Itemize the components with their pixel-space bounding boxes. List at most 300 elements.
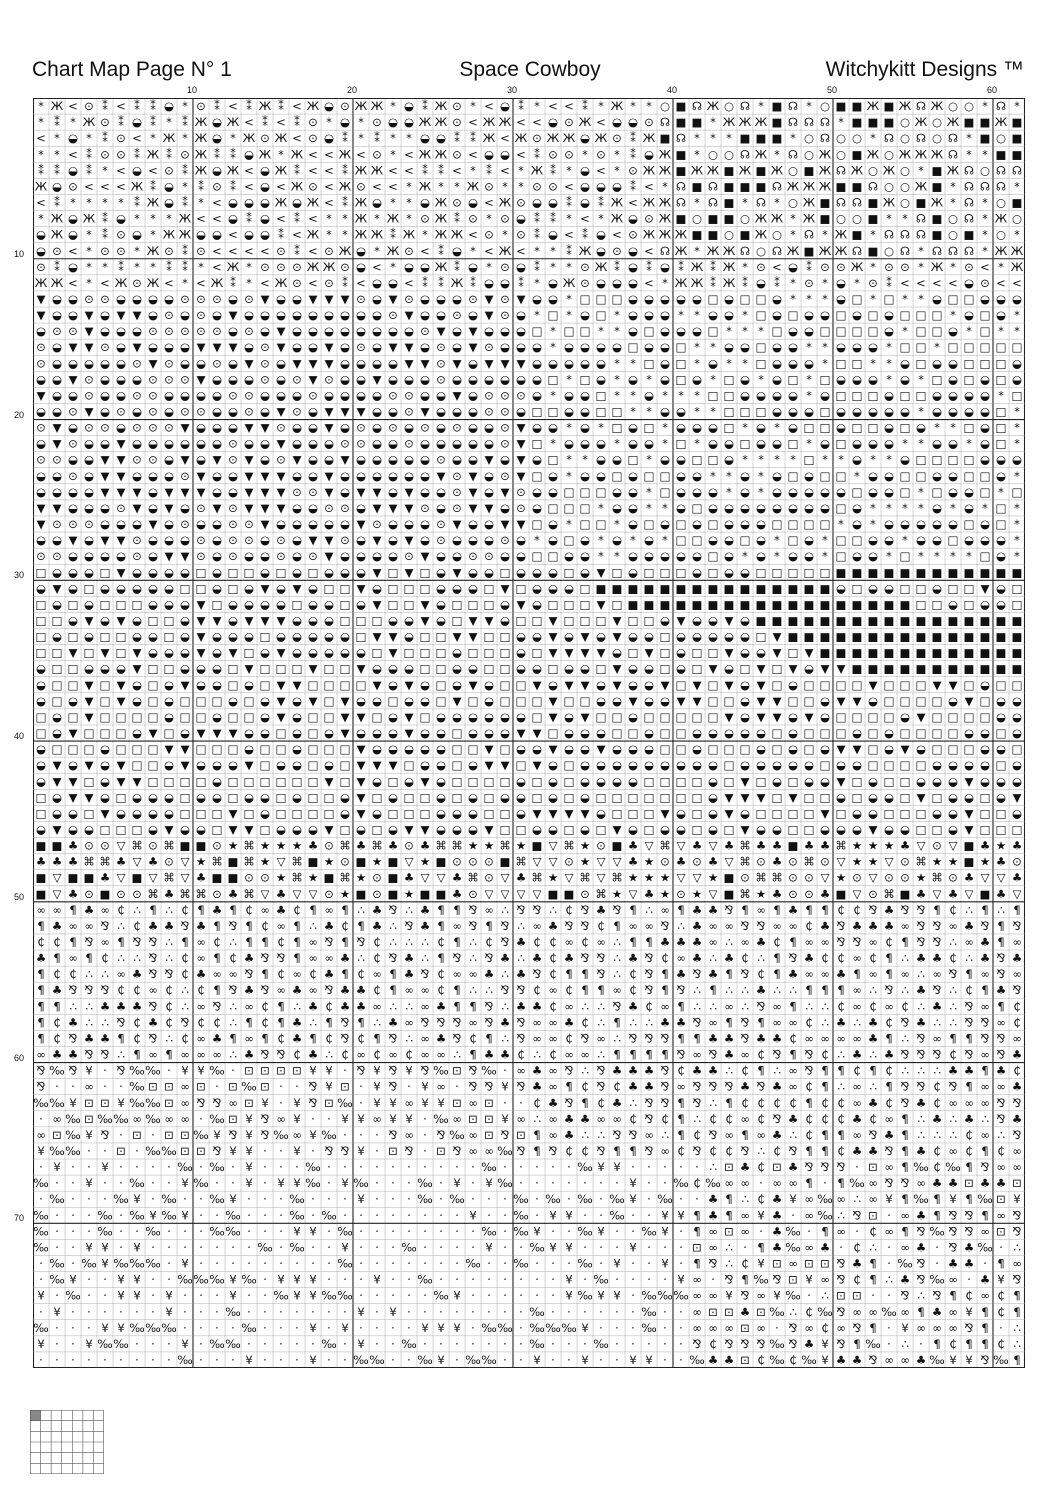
chart-symbol: ◒ bbox=[435, 308, 447, 323]
chart-symbol: Ж bbox=[706, 243, 720, 258]
chart-symbol: ◒ bbox=[755, 436, 767, 451]
chart-symbol: ◒ bbox=[403, 742, 415, 757]
chart-symbol: ◒ bbox=[691, 291, 703, 306]
chart-symbol: ▼ bbox=[660, 677, 670, 692]
chart-symbol: < bbox=[292, 99, 302, 114]
chart-symbol: ⁑ bbox=[246, 211, 252, 226]
chart-symbol: □ bbox=[307, 709, 319, 724]
chart-symbol: < bbox=[564, 99, 574, 114]
chart-symbol: ∞ bbox=[724, 1320, 734, 1335]
chart-symbol: ◒ bbox=[211, 677, 223, 692]
chart-symbol: ⅋ bbox=[84, 983, 94, 998]
chart-symbol: ♣ bbox=[787, 902, 799, 917]
chart-symbol: ∴ bbox=[229, 1015, 237, 1030]
chart-symbol: ◒ bbox=[595, 677, 607, 692]
chart-symbol: * bbox=[646, 452, 652, 467]
chart-symbol: ¶ bbox=[485, 1031, 493, 1046]
chart-symbol: ∴ bbox=[901, 951, 909, 966]
chart-symbol: Ж bbox=[818, 147, 832, 162]
chart-symbol: ◒ bbox=[115, 549, 127, 564]
chart-symbol: ◒ bbox=[595, 243, 607, 258]
chart-symbol: ⅋ bbox=[916, 1256, 926, 1271]
chart-symbol: ■ bbox=[435, 886, 447, 901]
chart-symbol: ▼ bbox=[628, 693, 638, 708]
chart-symbol: □ bbox=[339, 758, 351, 773]
chart-symbol: ◒ bbox=[931, 758, 943, 773]
chart-symbol: ◒ bbox=[563, 629, 575, 644]
chart-symbol: ▼ bbox=[740, 774, 750, 789]
chart-symbol: ■ bbox=[387, 854, 399, 869]
chart-symbol: □ bbox=[803, 452, 815, 467]
chart-symbol: ■ bbox=[835, 886, 847, 901]
chart-symbol: □ bbox=[147, 693, 159, 708]
chart-symbol: Ж bbox=[354, 99, 368, 114]
chart-symbol: Ж bbox=[322, 259, 336, 274]
chart-symbol: ◒ bbox=[739, 468, 751, 483]
chart-symbol: ◒ bbox=[371, 693, 383, 708]
chart-symbol: * bbox=[598, 533, 604, 548]
chart-symbol: ⊙ bbox=[84, 420, 94, 435]
chart-symbol: ¥ bbox=[629, 1192, 637, 1207]
chart-symbol: □ bbox=[403, 790, 415, 805]
chart-symbol: ⊙ bbox=[468, 886, 478, 901]
chart-symbol: ∞ bbox=[260, 902, 270, 917]
chart-symbol: ⅋ bbox=[660, 1095, 670, 1110]
chart-symbol: ◒ bbox=[643, 677, 655, 692]
chart-symbol: ■ bbox=[979, 131, 991, 146]
chart-symbol: ◒ bbox=[579, 388, 591, 403]
chart-symbol: ⊙ bbox=[148, 420, 158, 435]
chart-page-title: Chart Map Page N° 1 bbox=[32, 58, 232, 81]
chart-symbol: □ bbox=[531, 613, 543, 628]
chart-symbol: ◒ bbox=[691, 468, 703, 483]
chart-symbol: ◒ bbox=[979, 436, 991, 451]
chart-symbol: ¶ bbox=[85, 951, 93, 966]
chart-symbol: □ bbox=[595, 291, 607, 306]
chart-symbol: □ bbox=[467, 693, 479, 708]
row-number: 10 bbox=[14, 248, 25, 259]
chart-symbol: < bbox=[100, 275, 110, 290]
chart-symbol: □ bbox=[147, 742, 159, 757]
chart-symbol: ⌘ bbox=[595, 886, 607, 901]
chart-symbol: ₵ bbox=[165, 1015, 173, 1030]
chart-symbol: ⊙ bbox=[644, 115, 654, 130]
chart-symbol: ◒ bbox=[467, 308, 479, 323]
chart-symbol: ■ bbox=[51, 838, 63, 853]
chart-symbol: ♣ bbox=[883, 1127, 895, 1142]
chart-symbol: ◒ bbox=[931, 436, 943, 451]
chart-symbol: ○ bbox=[787, 163, 799, 178]
chart-symbol: ¥ bbox=[661, 1224, 669, 1239]
chart-symbol: ¶ bbox=[837, 983, 845, 998]
chart-symbol: ∴ bbox=[165, 951, 173, 966]
chart-symbol: * bbox=[566, 211, 572, 226]
chart-symbol: □ bbox=[515, 613, 527, 628]
chart-symbol: * bbox=[710, 131, 716, 146]
chart-symbol: ¥ bbox=[325, 1063, 333, 1078]
chart-symbol: ⁑ bbox=[134, 99, 140, 114]
chart-symbol: * bbox=[86, 275, 92, 290]
chart-symbol: □ bbox=[531, 790, 543, 805]
chart-symbol: □ bbox=[915, 356, 927, 371]
chart-symbol: □ bbox=[1011, 822, 1023, 837]
chart-symbol: ▼ bbox=[516, 517, 526, 532]
chart-symbol: ∞ bbox=[548, 1063, 558, 1078]
chart-symbol: < bbox=[244, 179, 254, 194]
chart-symbol: · bbox=[423, 1111, 427, 1126]
chart-symbol: · bbox=[391, 1272, 395, 1287]
chart-symbol: ⅋ bbox=[900, 1047, 910, 1062]
chart-symbol: ■ bbox=[179, 838, 191, 853]
chart-symbol: ◒ bbox=[131, 291, 143, 306]
chart-symbol: □ bbox=[467, 597, 479, 612]
chart-symbol: · bbox=[503, 1208, 507, 1223]
chart-symbol: Ж bbox=[722, 115, 736, 130]
chart-symbol: ☊ bbox=[963, 211, 975, 226]
chart-symbol: ▼ bbox=[484, 291, 494, 306]
chart-symbol: ¶ bbox=[357, 918, 365, 933]
chart-symbol: ∞ bbox=[804, 1208, 814, 1223]
chart-symbol: □ bbox=[595, 790, 607, 805]
chart-symbol: ⊡ bbox=[740, 1352, 750, 1367]
chart-symbol: ⊡ bbox=[164, 1095, 174, 1110]
chart-symbol: □ bbox=[419, 790, 431, 805]
chart-symbol: ¶ bbox=[565, 967, 573, 982]
chart-symbol: ■ bbox=[915, 661, 927, 676]
chart-symbol: · bbox=[263, 1208, 267, 1223]
chart-symbol: ◒ bbox=[483, 372, 495, 387]
chart-symbol: ▼ bbox=[388, 291, 398, 306]
chart-symbol: ∞ bbox=[116, 967, 126, 982]
chart-symbol: ◒ bbox=[531, 195, 543, 210]
chart-symbol: Ж bbox=[994, 243, 1008, 258]
chart-symbol: ◒ bbox=[691, 613, 703, 628]
chart-symbol: · bbox=[455, 1208, 459, 1223]
chart-symbol: ¥ bbox=[405, 1063, 413, 1078]
chart-symbol: ♣ bbox=[915, 951, 927, 966]
chart-symbol: ⁑ bbox=[566, 243, 572, 258]
chart-symbol: · bbox=[151, 1192, 155, 1207]
chart-symbol: ♣ bbox=[195, 870, 207, 885]
chart-symbol: □ bbox=[707, 452, 719, 467]
chart-symbol: ♣ bbox=[851, 918, 863, 933]
chart-symbol: ⅋ bbox=[420, 1015, 430, 1030]
chart-symbol: Ж bbox=[434, 147, 448, 162]
chart-symbol: ⅋ bbox=[228, 983, 238, 998]
chart-symbol: · bbox=[487, 1336, 491, 1351]
chart-symbol: ◒ bbox=[579, 179, 591, 194]
chart-symbol: ☊ bbox=[803, 227, 815, 242]
chart-symbol: ₵ bbox=[53, 967, 61, 982]
chart-symbol: ∴ bbox=[421, 951, 429, 966]
chart-symbol: ⊙ bbox=[244, 404, 254, 419]
chart-symbol: ∴ bbox=[1013, 1336, 1021, 1351]
chart-symbol: ¥ bbox=[293, 1144, 301, 1159]
chart-symbol: Ж bbox=[194, 147, 208, 162]
chart-symbol: ◒ bbox=[867, 436, 879, 451]
chart-symbol: □ bbox=[963, 677, 975, 692]
chart-symbol: ◒ bbox=[771, 436, 783, 451]
chart-symbol: □ bbox=[435, 645, 447, 660]
chart-symbol: ◒ bbox=[451, 340, 463, 355]
chart-symbol: · bbox=[119, 1208, 123, 1223]
chart-symbol: Ж bbox=[354, 227, 368, 242]
chart-symbol: ◒ bbox=[803, 484, 815, 499]
chart-symbol: □ bbox=[259, 661, 271, 676]
chart-symbol: ◒ bbox=[243, 436, 255, 451]
chart-symbol: ⅋ bbox=[260, 1127, 270, 1142]
chart-symbol: * bbox=[358, 131, 364, 146]
chart-symbol: * bbox=[550, 388, 556, 403]
chart-symbol: ‰ bbox=[417, 1192, 433, 1207]
chart-symbol: ∞ bbox=[388, 1047, 398, 1062]
chart-symbol: ¶ bbox=[981, 1144, 989, 1159]
chart-symbol: ■ bbox=[739, 227, 751, 242]
chart-symbol: □ bbox=[275, 565, 287, 580]
chart-symbol: · bbox=[647, 1160, 651, 1175]
chart-symbol: ∞ bbox=[900, 967, 910, 982]
chart-symbol: □ bbox=[675, 790, 687, 805]
chart-symbol: ⁑ bbox=[470, 131, 476, 146]
chart-symbol: ∞ bbox=[772, 1176, 782, 1191]
chart-symbol: ⊡ bbox=[84, 1111, 94, 1126]
chart-symbol: ⊙ bbox=[612, 243, 622, 258]
chart-symbol: ⅋ bbox=[260, 1047, 270, 1062]
chart-symbol: ⅋ bbox=[68, 1063, 78, 1078]
chart-symbol: · bbox=[119, 1240, 123, 1255]
chart-symbol: ⊙ bbox=[260, 340, 270, 355]
chart-symbol: ⁑ bbox=[582, 227, 588, 242]
chart-symbol: ◒ bbox=[819, 822, 831, 837]
chart-symbol: ∴ bbox=[645, 902, 653, 917]
chart-symbol: ₵ bbox=[629, 967, 637, 982]
chart-symbol: ¥ bbox=[309, 1224, 317, 1239]
chart-symbol: ◒ bbox=[595, 227, 607, 242]
chart-symbol: ♣ bbox=[51, 1047, 63, 1062]
chart-symbol: ◒ bbox=[867, 806, 879, 821]
chart-symbol: ◒ bbox=[339, 115, 351, 130]
chart-symbol: ◒ bbox=[419, 468, 431, 483]
chart-symbol: ◒ bbox=[195, 356, 207, 371]
chart-symbol: ¥ bbox=[245, 1352, 253, 1367]
chart-symbol: ¶ bbox=[437, 902, 445, 917]
chart-symbol: ▽ bbox=[180, 854, 190, 869]
chart-symbol: ⅋ bbox=[836, 1160, 846, 1175]
chart-symbol: ⅋ bbox=[356, 1063, 366, 1078]
chart-symbol: ▼ bbox=[548, 613, 558, 628]
chart-symbol: ○ bbox=[851, 131, 863, 146]
chart-symbol: ◒ bbox=[979, 388, 991, 403]
chart-symbol: □ bbox=[435, 629, 447, 644]
chart-symbol: □ bbox=[163, 661, 175, 676]
chart-symbol: ∞ bbox=[244, 999, 254, 1014]
chart-symbol: ◒ bbox=[931, 468, 943, 483]
chart-symbol: * bbox=[950, 308, 956, 323]
chart-symbol: ⅋ bbox=[948, 1240, 958, 1255]
chart-symbol: ▼ bbox=[756, 677, 766, 692]
chart-symbol: ⁑ bbox=[182, 163, 188, 178]
chart-symbol: ◒ bbox=[755, 275, 767, 290]
chart-symbol: ◒ bbox=[739, 709, 751, 724]
chart-symbol: ■ bbox=[1011, 645, 1023, 660]
chart-symbol: ∞ bbox=[1012, 1160, 1022, 1175]
chart-symbol: ◒ bbox=[419, 533, 431, 548]
chart-symbol: ♣ bbox=[915, 1095, 927, 1110]
chart-symbol: · bbox=[631, 1320, 635, 1335]
chart-symbol: * bbox=[38, 115, 44, 130]
chart-symbol: ⅋ bbox=[852, 1208, 862, 1223]
chart-symbol: ⅋ bbox=[724, 1079, 734, 1094]
chart-symbol: ☊ bbox=[883, 227, 895, 242]
chart-symbol: ★ bbox=[835, 870, 847, 885]
chart-symbol: * bbox=[902, 211, 908, 226]
chart-symbol: ■ bbox=[723, 179, 735, 194]
chart-symbol: ▼ bbox=[468, 468, 478, 483]
chart-symbol: Ж bbox=[338, 179, 352, 194]
chart-symbol: ◒ bbox=[515, 404, 527, 419]
chart-symbol: ⁑ bbox=[294, 211, 300, 226]
chart-symbol: < bbox=[68, 147, 78, 162]
chart-symbol: * bbox=[902, 324, 908, 339]
chart-symbol: ■ bbox=[771, 115, 783, 130]
chart-symbol: ▼ bbox=[420, 404, 430, 419]
chart-symbol: □ bbox=[867, 709, 879, 724]
chart-symbol: ⊙ bbox=[516, 227, 526, 242]
chart-symbol: · bbox=[583, 1240, 587, 1255]
chart-symbol: ∞ bbox=[980, 1288, 990, 1303]
chart-symbol: ∴ bbox=[741, 983, 749, 998]
chart-symbol: ◒ bbox=[483, 709, 495, 724]
chart-symbol: □ bbox=[547, 372, 559, 387]
chart-symbol: ◒ bbox=[915, 533, 927, 548]
chart-symbol: * bbox=[518, 163, 524, 178]
chart-symbol: · bbox=[407, 1256, 411, 1271]
chart-symbol: ○ bbox=[883, 179, 895, 194]
chart-symbol: ⅋ bbox=[740, 1015, 750, 1030]
chart-symbol: ◒ bbox=[467, 806, 479, 821]
chart-symbol: ⅋ bbox=[900, 1095, 910, 1110]
chart-symbol: ₵ bbox=[933, 1095, 941, 1110]
chart-symbol: ⌘ bbox=[563, 838, 575, 853]
chart-symbol: * bbox=[502, 179, 508, 194]
chart-symbol: □ bbox=[563, 484, 575, 499]
chart-symbol: · bbox=[279, 1304, 283, 1319]
chart-symbol: ∞ bbox=[1012, 1144, 1022, 1159]
chart-symbol: ◒ bbox=[211, 565, 223, 580]
chart-symbol: ▽ bbox=[52, 870, 62, 885]
chart-symbol: ♣ bbox=[515, 935, 527, 950]
chart-symbol: ▼ bbox=[228, 308, 238, 323]
chart-symbol: ∴ bbox=[869, 1240, 877, 1255]
chart-symbol: ⊙ bbox=[340, 533, 350, 548]
chart-symbol: ■ bbox=[883, 645, 895, 660]
chart-symbol: ♣ bbox=[947, 1063, 959, 1078]
chart-symbol: ▼ bbox=[404, 565, 414, 580]
chart-symbol: Ж bbox=[610, 99, 624, 114]
chart-symbol: ◒ bbox=[51, 597, 63, 612]
chart-symbol: ⌘ bbox=[163, 870, 175, 885]
chart-symbol: ▼ bbox=[564, 645, 574, 660]
chart-symbol: ◒ bbox=[131, 613, 143, 628]
chart-symbol: · bbox=[87, 1288, 91, 1303]
chart-symbol: ¶ bbox=[693, 1031, 701, 1046]
chart-symbol: < bbox=[980, 259, 990, 274]
chart-symbol: ♣ bbox=[931, 999, 943, 1014]
chart-symbol: ⌘ bbox=[515, 854, 527, 869]
chart-symbol: ▽ bbox=[260, 886, 270, 901]
chart-symbol: Ж bbox=[786, 243, 800, 258]
chart-symbol: · bbox=[423, 1127, 427, 1142]
chart-symbol: * bbox=[630, 533, 636, 548]
chart-symbol: ₵ bbox=[485, 935, 493, 950]
chart-symbol: ◒ bbox=[275, 372, 287, 387]
chart-symbol: ₵ bbox=[789, 1095, 797, 1110]
chart-symbol: ◒ bbox=[451, 372, 463, 387]
chart-symbol: ■ bbox=[787, 613, 799, 628]
chart-symbol: ∞ bbox=[708, 1288, 718, 1303]
chart-symbol: * bbox=[694, 436, 700, 451]
chart-symbol: ▼ bbox=[196, 340, 206, 355]
chart-symbol: ◒ bbox=[995, 533, 1007, 548]
chart-symbol: ₵ bbox=[565, 1031, 573, 1046]
chart-symbol: ⊙ bbox=[228, 436, 238, 451]
chart-symbol: ⊙ bbox=[84, 388, 94, 403]
chart-symbol: ‰ bbox=[369, 1352, 385, 1367]
chart-symbol: Ж bbox=[50, 99, 64, 114]
chart-symbol: ◒ bbox=[147, 565, 159, 580]
chart-symbol: ⅋ bbox=[340, 1015, 350, 1030]
chart-symbol: ▼ bbox=[404, 356, 414, 371]
chart-symbol: * bbox=[758, 372, 764, 387]
chart-symbol: · bbox=[295, 1336, 299, 1351]
chart-symbol: ¶ bbox=[965, 967, 973, 982]
chart-symbol: ▼ bbox=[500, 484, 510, 499]
chart-symbol: ¥ bbox=[629, 1240, 637, 1255]
chart-symbol: ▼ bbox=[116, 677, 126, 692]
chart-symbol: ₵ bbox=[373, 951, 381, 966]
chart-symbol: ▼ bbox=[676, 693, 686, 708]
chart-symbol: ∞ bbox=[228, 967, 238, 982]
chart-symbol: ◒ bbox=[387, 275, 399, 290]
chart-symbol: ◒ bbox=[131, 436, 143, 451]
chart-symbol: ▽ bbox=[596, 870, 606, 885]
chart-symbol: ◒ bbox=[387, 404, 399, 419]
chart-symbol: ♣ bbox=[755, 1031, 767, 1046]
chart-symbol: ¥ bbox=[757, 1208, 765, 1223]
chart-symbol: □ bbox=[227, 661, 239, 676]
chart-symbol: ☊ bbox=[675, 131, 687, 146]
chart-symbol: * bbox=[230, 131, 236, 146]
chart-symbol: □ bbox=[563, 597, 575, 612]
chart-symbol: ∞ bbox=[980, 967, 990, 982]
chart-symbol: * bbox=[662, 500, 668, 515]
chart-symbol: Ж bbox=[578, 243, 592, 258]
chart-symbol: ‰ bbox=[49, 1256, 65, 1271]
chart-symbol: ■ bbox=[99, 886, 111, 901]
chart-symbol: ♣ bbox=[899, 1272, 911, 1287]
chart-symbol: ▼ bbox=[292, 581, 302, 596]
chart-symbol: □ bbox=[451, 742, 463, 757]
chart-symbol: ∴ bbox=[709, 1160, 717, 1175]
chart-symbol: ∴ bbox=[405, 1031, 413, 1046]
chart-symbol: ¥ bbox=[549, 1240, 557, 1255]
chart-symbol: ⊙ bbox=[420, 324, 430, 339]
chart-symbol: ◒ bbox=[467, 436, 479, 451]
chart-symbol: · bbox=[503, 1352, 507, 1367]
chart-symbol: * bbox=[326, 211, 332, 226]
chart-symbol: ◒ bbox=[387, 468, 399, 483]
chart-symbol: ◒ bbox=[947, 404, 959, 419]
